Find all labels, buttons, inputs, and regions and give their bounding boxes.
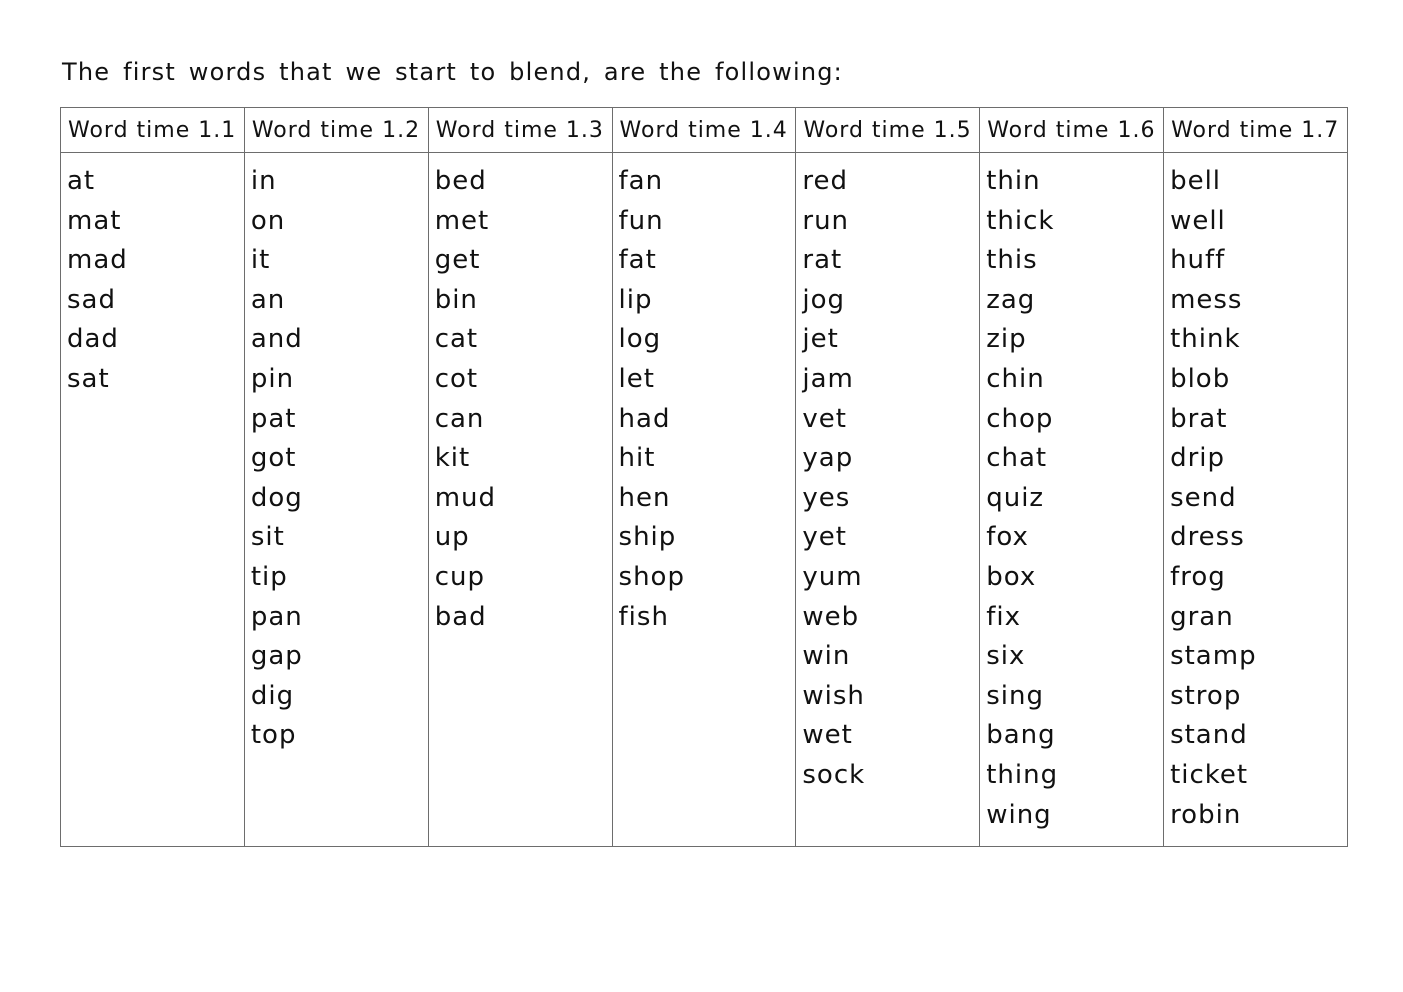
word-item: in bbox=[250, 166, 277, 196]
word-item: let bbox=[618, 363, 655, 394]
word-item: strop bbox=[1170, 680, 1242, 711]
word-item: well bbox=[1170, 205, 1226, 236]
word-item: wet bbox=[802, 720, 853, 751]
word-item: dog bbox=[250, 482, 303, 513]
word-item: can bbox=[434, 403, 485, 434]
word-list-1-5 bbox=[796, 153, 980, 847]
word-item: pin bbox=[250, 363, 295, 394]
word-item: cot bbox=[434, 363, 479, 394]
word-item: thick bbox=[986, 205, 1055, 236]
word-item: shop bbox=[618, 561, 685, 592]
word-item: frog bbox=[1170, 561, 1226, 592]
word-item: top bbox=[250, 720, 297, 751]
word-item: fish bbox=[618, 601, 669, 632]
word-list-1-7 bbox=[1164, 153, 1348, 847]
word-item: sit bbox=[250, 522, 285, 553]
word-item: quiz bbox=[986, 482, 1045, 513]
column-header-1-1: Word time 1.1 bbox=[61, 108, 245, 153]
word-list-1-1 bbox=[61, 153, 245, 847]
word-item: robin bbox=[1170, 799, 1242, 830]
header-row bbox=[61, 108, 1348, 153]
word-item: wish bbox=[802, 680, 865, 711]
word-item: kit bbox=[434, 443, 471, 474]
word-item: fox bbox=[986, 522, 1029, 553]
column-header-1-4: Word time 1.4 bbox=[612, 108, 796, 153]
column-header-1-6: Word time 1.6 bbox=[980, 108, 1164, 153]
word-item: brat bbox=[1170, 403, 1228, 434]
word-item: red bbox=[802, 166, 848, 196]
word-item: pan bbox=[250, 601, 303, 632]
word-item: huff bbox=[1170, 245, 1226, 276]
column-header-1-3: Word time 1.3 bbox=[428, 108, 612, 153]
word-item: zag bbox=[986, 284, 1036, 315]
word-item: log bbox=[618, 324, 662, 355]
word-item: dig bbox=[250, 680, 295, 711]
word-item: got bbox=[250, 443, 297, 474]
word-lists-table bbox=[60, 107, 1348, 847]
word-item: bang bbox=[986, 720, 1056, 751]
word-item: dress bbox=[1170, 522, 1245, 553]
word-item: jet bbox=[802, 324, 839, 355]
word-item: run bbox=[802, 205, 850, 236]
word-item: an bbox=[250, 284, 286, 315]
word-item: fun bbox=[618, 205, 664, 236]
word-item: stamp bbox=[1170, 641, 1257, 672]
column-header-1-5: Word time 1.5 bbox=[796, 108, 980, 153]
word-row bbox=[61, 153, 1348, 847]
word-list-1-2 bbox=[244, 153, 428, 847]
word-item: yet bbox=[802, 522, 847, 553]
word-item: fix bbox=[986, 601, 1021, 632]
word-item: had bbox=[618, 403, 671, 434]
word-item: bed bbox=[434, 166, 487, 196]
word-item: tip bbox=[250, 561, 288, 592]
word-item: ship bbox=[618, 522, 677, 553]
word-item: cup bbox=[434, 561, 485, 592]
word-item: sat bbox=[67, 363, 110, 394]
column-header-1-2: Word time 1.2 bbox=[244, 108, 428, 153]
word-item: this bbox=[986, 245, 1038, 276]
word-item: on bbox=[250, 205, 286, 236]
word-item: fat bbox=[618, 245, 657, 276]
word-item: wing bbox=[986, 799, 1052, 830]
word-item: get bbox=[434, 245, 481, 276]
word-item: chop bbox=[986, 403, 1054, 434]
word-item: think bbox=[1170, 324, 1241, 355]
word-item: yes bbox=[802, 482, 851, 513]
word-item: sing bbox=[986, 680, 1044, 711]
word-item: web bbox=[802, 601, 860, 632]
word-item: yum bbox=[802, 561, 863, 592]
word-item: win bbox=[802, 641, 851, 672]
word-item: vet bbox=[802, 403, 847, 434]
word-item: stand bbox=[1170, 720, 1248, 751]
word-item: gap bbox=[250, 641, 303, 672]
word-item: mess bbox=[1170, 284, 1243, 315]
word-item: jam bbox=[802, 363, 854, 394]
word-item: and bbox=[250, 324, 303, 355]
word-item: dad bbox=[67, 324, 119, 355]
word-item: at bbox=[67, 166, 96, 196]
word-list-1-3 bbox=[428, 153, 612, 847]
word-item: chin bbox=[986, 363, 1045, 394]
word-item: mat bbox=[67, 205, 122, 236]
word-item: it bbox=[250, 245, 271, 276]
word-item: mud bbox=[434, 482, 496, 513]
word-item: chat bbox=[986, 443, 1048, 474]
word-item: six bbox=[986, 641, 1026, 672]
word-item: thing bbox=[986, 759, 1059, 790]
word-item: up bbox=[434, 522, 470, 553]
word-item: fan bbox=[618, 166, 664, 196]
word-item: hit bbox=[618, 443, 656, 474]
word-item: drip bbox=[1170, 443, 1225, 474]
word-item: cat bbox=[434, 324, 479, 355]
word-item: pat bbox=[250, 403, 297, 434]
word-item: send bbox=[1170, 482, 1237, 513]
word-item: box bbox=[986, 561, 1037, 592]
word-item: gran bbox=[1170, 601, 1234, 632]
word-item: hen bbox=[618, 482, 671, 513]
word-item: bell bbox=[1170, 166, 1222, 196]
word-item: zip bbox=[986, 324, 1027, 355]
word-item: sad bbox=[67, 284, 116, 315]
column-header-1-7: Word time 1.7 bbox=[1164, 108, 1348, 153]
word-list-1-4 bbox=[612, 153, 796, 847]
word-item: rat bbox=[802, 245, 843, 276]
word-item: yap bbox=[802, 443, 854, 474]
word-list-1-6 bbox=[980, 153, 1164, 847]
word-item: ticket bbox=[1170, 759, 1249, 790]
intro-heading: The first words that we start to blend, are the following: bbox=[62, 58, 843, 86]
word-item: mad bbox=[67, 245, 128, 276]
word-item: jog bbox=[802, 284, 846, 315]
word-item: lip bbox=[618, 284, 653, 315]
word-item: met bbox=[434, 205, 490, 236]
word-item: bad bbox=[434, 601, 487, 632]
word-item: bin bbox=[434, 284, 478, 315]
word-item: thin bbox=[986, 166, 1041, 196]
word-item: sock bbox=[802, 759, 866, 790]
word-item: blob bbox=[1170, 363, 1231, 394]
